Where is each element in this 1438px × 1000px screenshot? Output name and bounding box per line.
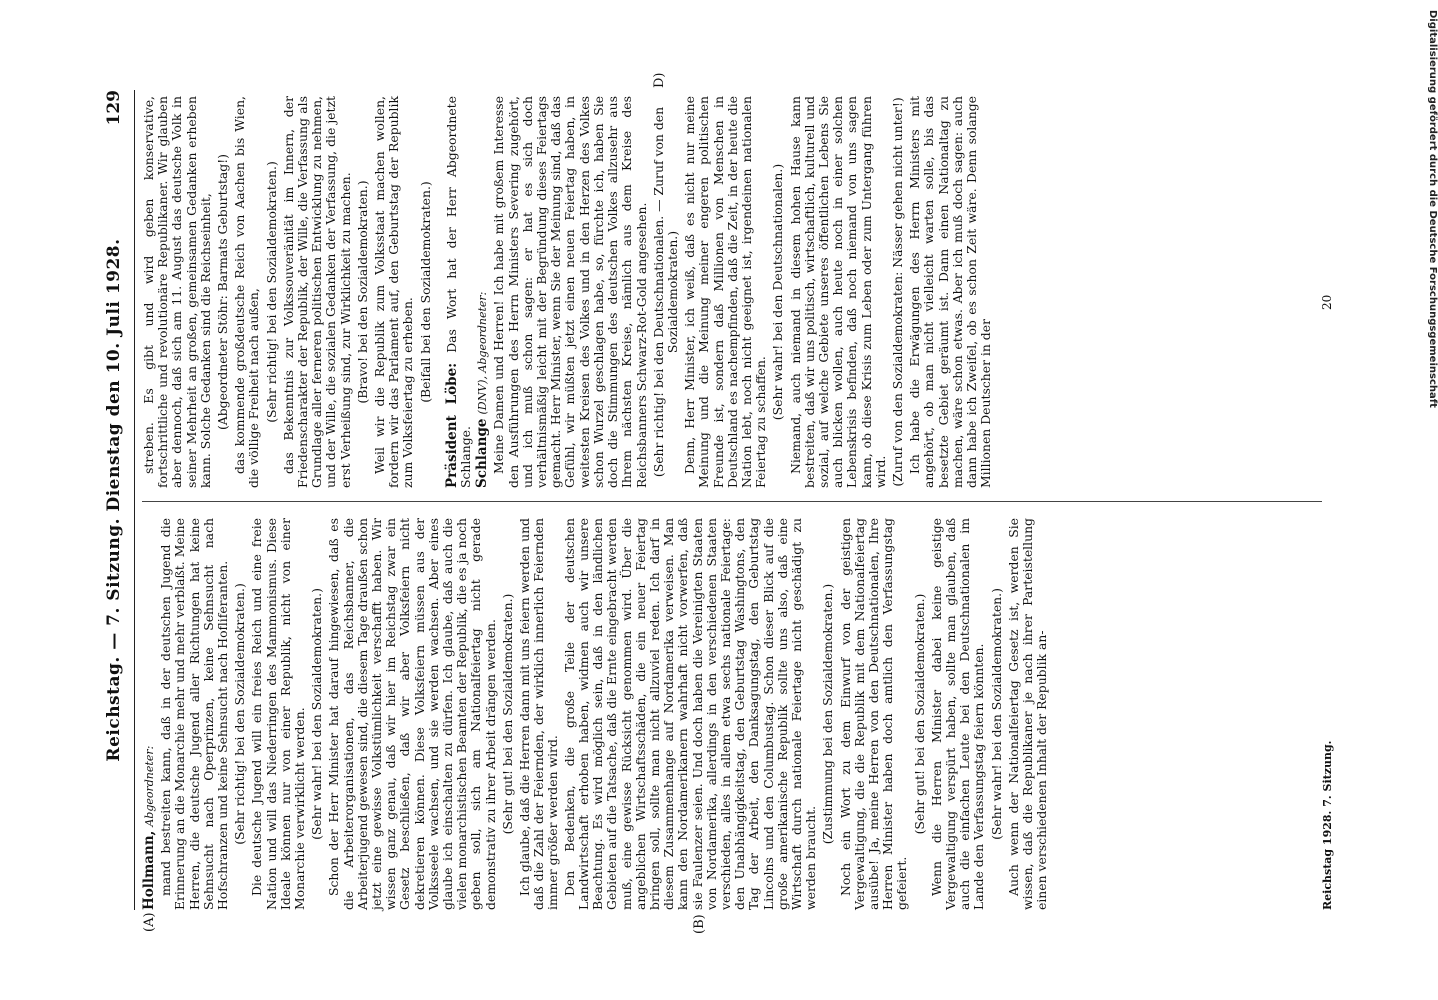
chair-text: Das Wort hat der Herr Abgeordnete Schlange. <box>443 96 474 488</box>
interjection: (Zuruf von den Sozialdemokraten: Nässer gehen nicht unter!) <box>889 97 905 487</box>
paragraph: Niemand, auch niemand in diesem hohen Hause kann bestreiten, daß wir uns politisch, wirtschaftlich, kulturell und sozial, auf welche Gebiete unseres öffentlichen Lebens Sie auch blicken wollen, auch heute noch in einer solchen Lebenskrisis befinden, daß noch niemand von uns sagen kann, ob diese Krisis zum Leben oder zum Untergang führen wird. <box>787 96 888 488</box>
interjection: (Sehr gut! bei den Sozialdemokraten.) <box>499 593 515 835</box>
paragraph: Die deutsche Jugend will ein freies Reich und eine freie Nation und will das Niederringen des Mammonismus. Diese Ideale können nur von einer Republik, nicht von einer Monarchie verwirklicht werden. <box>249 518 308 910</box>
speaker-role-right: (DNV), Abgeordneter: <box>476 291 490 415</box>
interjection: (Sehr wahr! bei den Sozialdemokraten.) <box>988 588 1004 840</box>
interjection: (Beifall bei den Sozialdemokraten.) <box>417 181 433 403</box>
interjection: (Sehr wahr! bei den Deutschnationalen.) <box>770 163 786 421</box>
footer-page-number: 20 <box>1320 294 1334 310</box>
paragraph: Noch ein Wort zu dem Einwurf von der geistigen Vergewaltigung, die die Republik mit dem Nationalfeiertag ausübe! Ja, meine Herren von den Deutschnationalen, Ihre Herren Minister haben doch amtlich den Verfassungstag gefeiert. <box>837 518 910 910</box>
interjection: (Zustimmung bei den Sozialdemokraten.) <box>820 583 836 845</box>
running-head <box>104 90 132 910</box>
speaker-heading-right <box>475 96 490 488</box>
paragraph: das kommende großdeutsche Reich von Aachen bis Wien, die völlige Freiheit nach außen, <box>232 96 262 488</box>
paragraph: Denn, Herr Minister, ich weiß, daß es nicht nur meine Meinung und die Meinung meiner engeren politischen Freunde ist, sondern daß Millionen von Menschen in Deutschland es nachempfinden, daß die Zeit, in der heute die Nation lebt, noch nicht geeignet ist, irgendeinen nationalen Feiertag zu schaffen. <box>682 96 769 488</box>
paragraph: Ich glaube, daß die Herren dann mit uns feiern werden und daß die Zahl der Feiernden, der wirklich innerlich Feiernden immer größer werden wird. <box>517 518 561 910</box>
margin-marker-b: (B) <box>692 914 707 934</box>
left-column <box>142 518 1322 910</box>
interjection: (Sehr richtig! bei den Deutschnationalen. — Zuruf von den Sozialdemokraten.) <box>650 106 680 478</box>
right-paragraphs-before <box>142 96 433 488</box>
scanned-page <box>52 50 1382 950</box>
paragraph: Ich habe die Erwägungen des Herrn Ministers mit angehört, ob man nicht vielleicht warten solle, bis das besetzte Gebiet geräumt ist. Dann einen Nationaltag zu machen, wäre schon etwas. Aber ich muß doch sagen: auch dann habe ich Zweifel, ob es schon Zeit wäre. Denn solange Millionen Deutscher in der <box>907 96 994 488</box>
paragraph: Schon der Herr Minister hat darauf hingewiesen, daß es die Arbeiterorganisationen, das Reichsbanner, die Arbeiterjugend gewesen sind, die diesem Tage draußen schon jetzt eine gewisse Volkstümlichkeit verschafft haben. Wir wissen ganz genau, daß wir hier im Reichstag zwar ein Gesetz beschließen, daß wir aber Volksfeiern nicht dekretieren können. Diese Volksfeiern müssen aus der Volksseele wachsen, und sie werden wachsen. Aber eines glaube ich einschalten zu dürfen. Ich glaube, daß auch die vielen monarchistischen Beamten der Republik, die es ja noch geben soll, sich am Nationalfeiertag nicht gerade demonstrativ zu ihrer Arbeit drängen werden. <box>326 518 498 910</box>
credit-text: Digitalisierung gefördert durch die Deutsche Forschungsgemeinschaft <box>1427 10 1438 408</box>
interjection: (Bravo! bei den Sozialdemokraten.) <box>354 180 370 404</box>
paragraph: Wenn die Herren Minister dabei keine geistige Vergewaltigung verspürt haben, sollte man glauben, daß auch die einfachen Leute bei den Deutschnationalen im Lande den Verfassungstag feiern könnten. <box>928 518 987 910</box>
chair-name: Präsident Löbe: <box>443 362 460 488</box>
dfg-credit <box>1424 10 1438 670</box>
speaker-name: Hollmann, <box>141 830 157 910</box>
paragraph: das Bekenntnis zur Volkssouveränität im Innern, der Friedenscharakter der Republik, der Wille, die Verfassung als Grundlage aller ferneren politischen Entwicklung zu nehmen, und der Wille, die sozialen Gedanken der Verfassung, die jetzt erst Verheißung sind, zur Wirklichkeit zu machen. <box>280 96 353 488</box>
speaker-name-right: Schlange <box>474 418 491 488</box>
interjection: (Sehr richtig! bei den Sozialdemokraten.) <box>263 161 279 423</box>
page-title: Reichstag. — 7. Sitzung. Dienstag den 10. Juli 1928. <box>104 238 124 762</box>
interjection: (Abgeordneter Stöhr: Barmats Geburtstag!) <box>215 153 231 431</box>
paragraph: Weil wir die Republik zum Volksstaat machen wollen, fordern wir das Parlament auf, den Geburtstag der Republik zum Volksfeiertag zu erheben. <box>372 96 416 488</box>
column-divider <box>142 501 1322 502</box>
interjection: (Sehr richtig! bei den Sozialdemokraten.) <box>232 583 248 845</box>
paragraph: mand bestreiten kann, daß in der deutschen Jugend die Erinnerung an die Monarchie mehr und mehr verblaßt. Meine Herren, die deutsche Jugend aller Richtungen hat keine Sehnsucht nach Operprinzen, keine Sehnsucht nach Hofschranzen und keine Sehnsucht nach Hofliferanten. <box>158 518 231 910</box>
chair-remark <box>445 96 473 488</box>
paragraph: Meine Damen und Herren! Ich habe mit großem Interesse den Ausführungen des Herrn Ministers Severing zugehört, und ich muß schon sagen: er hat es sich doch verhältnismäßig leicht mit der Begründung dieses Feiertags gemacht. Herr Minister, wenn Sie der Meinung sind, daß das Gefühl, wir müßten jetzt einen neuen Feiertag haben, in weitesten Kreisen des Volkes und in den Herzen des Volkes schon Wurzel geschlagen habe, so, fürchte ich, haben Sie doch die Stimmungen des deutschen Volkes allzusehr aus Ihrem nächsten Kreise, nämlich aus dem Kreise des Reichsbanners Schwarz-Rot-Gold angesehen. <box>491 96 649 488</box>
interjection: (Sehr gut! bei den Sozialdemokraten.) <box>911 593 927 835</box>
page-number: 129 <box>104 90 124 126</box>
header-rule <box>134 90 135 910</box>
speaker-role: Abgeordneter: <box>143 745 156 827</box>
paragraph: streben. Es gibt und wird geben konservative, fortschrittliche und revolutionäre Republikaner. Wir glauben aber dennoch, daß sich am 11. August das deutsche Volk in seiner Mehrheit an großen, gemeinsamen Gedanken erheben kann. Solche Gedanken sind die Reichseinheit, <box>141 96 213 488</box>
margin-marker-a: (A) <box>142 912 157 932</box>
footer-left: Reichstag 1928. 7. Sitzung. <box>1321 740 1334 910</box>
interjection: (Sehr wahr! bei den Sozialdemokraten.) <box>309 588 325 840</box>
speaker-heading <box>142 518 157 910</box>
right-column <box>142 96 1322 488</box>
margin-marker-d: D) <box>652 72 667 88</box>
paragraph: Den Bedenken, die große Teile der deutschen Landwirtschaft erhoben haben, widmen auch wir unsere Beachtung. Es wird möglich sein, daß in den ländlichen Gebieten auf die Tatsache, daß die Ernte eingebracht werden muß, eine gewisse Rücksicht genommen wird. Über die angeblichen Wirtschaftsschäden, die ein neuer Feiertag bringen soll, sollte man nicht allzuviel reden. Ich darf in diesem Zusammenhange auf Nordamerika verweisen. Man kann den Nordamerikanern wahrhaft nicht vorwerfen, daß sie Faulenzer seien. Und doch haben die Vereinigten Staaten von Nordamerika, allerdings in den verschiedenen Staaten verschieden, alles in allem etwa sechs nationale Feiertage: den Unabhängigkeitstag, den Geburtstag Washingtons, den Tag der Arbeit, den Danksagungstag, den Geburtstag Lincolns und den Columbustag. Schon dieser Blick auf die große amerikanische Republik sollte uns also, daß eine Wirtschaft durch nationale Feiertage nicht geschädigt zu werden braucht. <box>561 518 819 910</box>
paragraph: Auch wenn der Nationalfeiertag Gesetz ist, werden Sie wissen, daß die Republikaner je nach ihrer Parteistellung einen verschiedenen Inhalt der Republik an- <box>1005 518 1050 910</box>
left-paragraphs <box>159 518 1049 910</box>
right-paragraphs-after <box>492 96 993 488</box>
